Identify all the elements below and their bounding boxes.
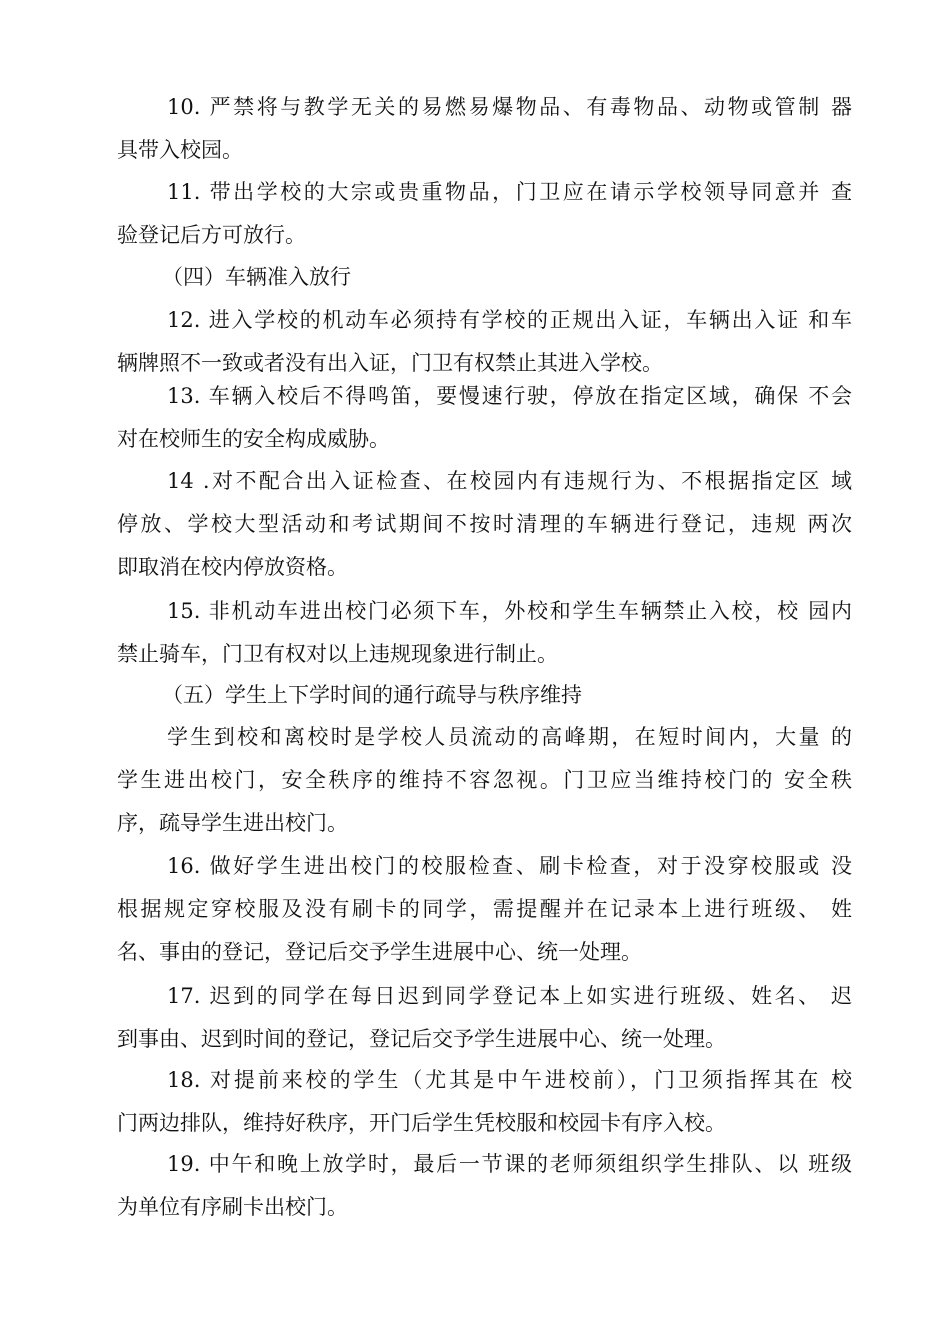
paragraph-rule-11	[117, 171, 852, 257]
text-line: 14 .对不配合出入证检查、在校园内有违规行为、不根据指定区 域	[167, 469, 852, 493]
text-line: 停放、学校大型活动和考试期间不按时清理的车辆进行登记，违规 两次	[117, 512, 852, 536]
text-line: 禁止骑车，门卫有权对以上违规现象进行制止。	[117, 642, 558, 666]
text-line: 对在校师生的安全构成威胁。	[117, 427, 390, 451]
paragraph-rule-14	[117, 460, 852, 589]
text-line: 18. 对提前来校的学生（尤其是中午进校前），门卫须指挥其在 校	[167, 1068, 852, 1092]
paragraph-rule-10	[117, 86, 852, 172]
section-heading-students: （五）学生上下学时间的通行疏导与秩序维持	[162, 683, 582, 707]
text-line: 到事由、迟到时间的登记，登记后交予学生进展中心、统一处理。	[117, 1027, 726, 1051]
text-line: 17. 迟到的同学在每日迟到同学登记本上如实进行班级、姓名、 迟	[167, 984, 852, 1008]
paragraph-rule-19	[117, 1143, 852, 1229]
text-line: 15. 非机动车进出校门必须下车，外校和学生车辆禁止入校，校 园内	[167, 599, 852, 623]
paragraph-rule-13	[117, 375, 852, 461]
paragraph-rule-15	[117, 590, 852, 676]
text-line: 12. 进入学校的机动车必须持有学校的正规出入证，车辆出入证 和车	[167, 308, 852, 332]
text-line: 11. 带出学校的大宗或贵重物品，门卫应在请示学校领导同意并 查	[167, 180, 852, 204]
text-line: 10. 严禁将与教学无关的易燃易爆物品、有毒物品、动物或管制 器	[167, 95, 852, 119]
text-line: 名、事由的登记，登记后交予学生进展中心、统一处理。	[117, 940, 642, 964]
text-line: 13. 车辆入校后不得鸣笛，要慢速行驶，停放在指定区域，确保 不会	[167, 384, 852, 408]
text-line: 门两边排队，维持好秩序，开门后学生凭校服和校园卡有序入校。	[117, 1111, 726, 1135]
text-line: 根据规定穿校服及没有刷卡的同学，需提醒并在记录本上进行班级、 姓	[117, 897, 852, 921]
text-line: 学生到校和离校时是学校人员流动的高峰期，在短时间内，大量 的	[167, 725, 852, 749]
text-line: 16. 做好学生进出校门的校服检查、刷卡检查，对于没穿校服或 没	[167, 854, 852, 878]
paragraph-rule-16	[117, 845, 852, 974]
paragraph-rule-18	[117, 1059, 852, 1145]
text-line: 序，疏导学生进出校门。	[117, 811, 348, 835]
text-line: 19. 中午和晚上放学时，最后一节课的老师须组织学生排队、以 班级	[167, 1152, 852, 1176]
section-heading-vehicles: （四）车辆准入放行	[162, 265, 351, 289]
text-line: 为单位有序刷卡出校门。	[117, 1195, 348, 1219]
paragraph-rule-12	[117, 299, 852, 385]
text-line: 验登记后方可放行。	[117, 223, 306, 247]
text-line: 学生进出校门，安全秩序的维持不容忽视。门卫应当维持校门的 安全秩	[117, 768, 852, 792]
paragraph-rule-17	[117, 975, 852, 1061]
paragraph-intro	[117, 716, 852, 845]
text-line: 具带入校园。	[117, 138, 243, 162]
text-line: 即取消在校内停放资格。	[117, 555, 348, 579]
text-line: 辆牌照不一致或者没有出入证，门卫有权禁止其进入学校。	[117, 351, 663, 375]
